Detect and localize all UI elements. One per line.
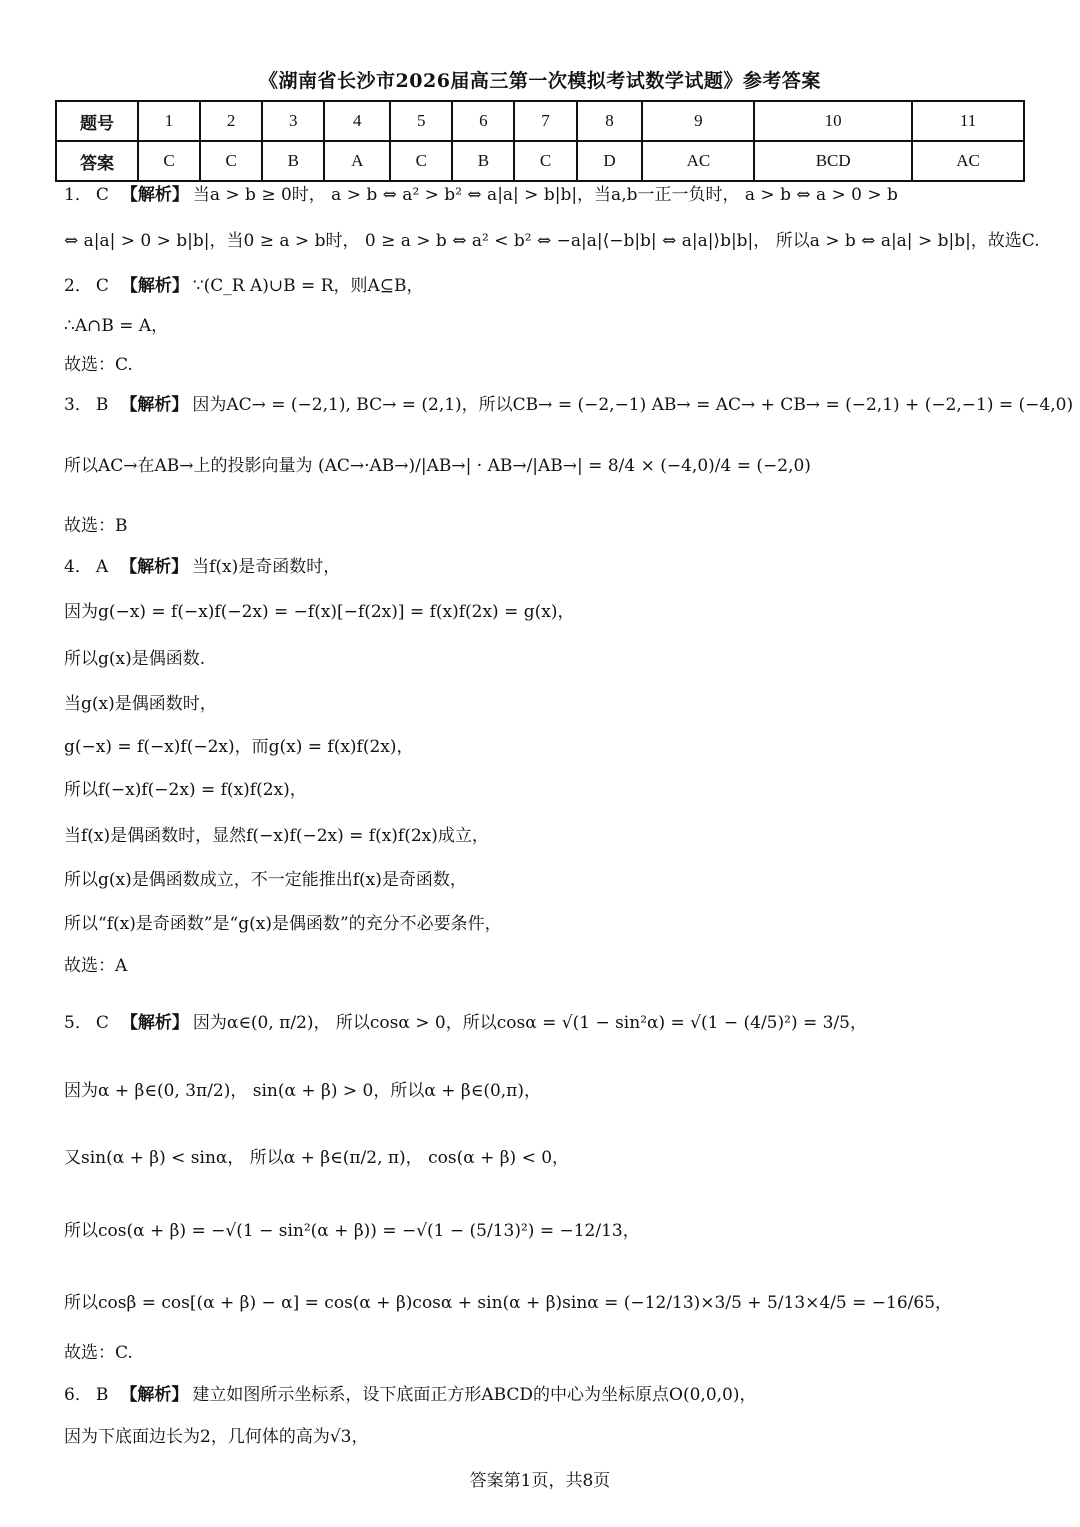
answer-table bbox=[55, 100, 1025, 182]
q6-answer: B bbox=[95, 1385, 109, 1405]
q5-line-1 bbox=[64, 1012, 1040, 1034]
q4-answer: A bbox=[95, 557, 109, 577]
answer-cell: C bbox=[200, 141, 262, 181]
q2-analysis-tag: 【解析】 bbox=[120, 276, 189, 296]
q4-line-4: 当g(x)是偶函数时， bbox=[64, 694, 217, 714]
answer-row bbox=[56, 141, 1024, 181]
q6-line-2: 因为下底面边长为2，几何体的高为√3， bbox=[64, 1427, 369, 1447]
answer-cell: AC bbox=[642, 141, 754, 181]
question-number-cell: 3 bbox=[262, 101, 324, 141]
q4-line-5: g(−x) = f(−x)f(−2x)，而g(x) = f(x)f(2x)， bbox=[64, 737, 414, 757]
q4-line-9: 所以“f(x)是奇函数”是“g(x)是偶函数”的充分不必要条件， bbox=[64, 914, 502, 934]
question-number-cell: 10 bbox=[754, 101, 912, 141]
q6-analysis-tag: 【解析】 bbox=[120, 1385, 189, 1405]
answer-cell: B bbox=[452, 141, 514, 181]
q4-line-10: 故选：A bbox=[64, 956, 128, 976]
q1-analysis-tag: 【解析】 bbox=[120, 185, 189, 205]
q4-line-8: 所以g(x)是偶函数成立，不一定能推出f(x)是奇函数， bbox=[64, 870, 467, 890]
q1-answer: C bbox=[95, 185, 109, 205]
row-header-number: 题号 bbox=[56, 101, 138, 141]
q3-analysis-tag: 【解析】 bbox=[120, 395, 189, 415]
q5-line-5: 所以cosβ = cos[(α + β) − α] = cos(α + β)cosα + sin(α + β)sinα = (−12/13)×3/5 + 5/13×4/5 = −16/65， bbox=[64, 1293, 953, 1313]
q5-number: 5． bbox=[64, 1013, 92, 1033]
q2-line-1 bbox=[64, 275, 1040, 297]
q4-line-1 bbox=[64, 556, 1040, 578]
q4-line-6: 所以f(−x)f(−2x) = f(x)f(2x)， bbox=[64, 780, 307, 800]
q1-text-2: ⇔ a|a| > 0 > b|b|，当0 ≥ a > b时， 0 ≥ a > b ⇔ a² < b² ⇔ −a|a|⟨−b|b| ⇔ a|a|⟩b|b|， 所以a > b ⇔ a|a| > b|b|，故选C. bbox=[64, 231, 1040, 251]
question-number-cell: 5 bbox=[390, 101, 452, 141]
page-footer: 答案第1页，共8页 bbox=[469, 1471, 611, 1491]
question-number-cell: 7 bbox=[514, 101, 576, 141]
answer-cell: BCD bbox=[754, 141, 912, 181]
q5-analysis-tag: 【解析】 bbox=[120, 1013, 189, 1033]
question-number-cell: 1 bbox=[138, 101, 200, 141]
q6-number: 6． bbox=[64, 1385, 92, 1405]
q4-line-3: 所以g(x)是偶函数. bbox=[64, 649, 206, 669]
q1-number: 1． bbox=[64, 185, 92, 205]
question-number-cell: 11 bbox=[912, 101, 1024, 141]
q3-number: 3． bbox=[64, 395, 92, 415]
question-number-row bbox=[56, 101, 1024, 141]
question-number-cell: 2 bbox=[200, 101, 262, 141]
q5-answer: C bbox=[95, 1013, 109, 1033]
answer-cell: AC bbox=[912, 141, 1024, 181]
q4-text-1: 当f(x)是奇函数时， bbox=[192, 557, 341, 577]
q6-line-1 bbox=[64, 1384, 1040, 1406]
q1-text-1: 当a > b ≥ 0时， a > b ⇔ a² > b² ⇔ a|a| > b|b|，当a,b一正一负时， a > b ⇔ a > 0 > b bbox=[192, 185, 898, 205]
q1-line-2 bbox=[64, 230, 1040, 252]
q3-line-1 bbox=[64, 394, 1074, 416]
answer-cell: B bbox=[262, 141, 324, 181]
q4-line-2: 因为g(−x) = f(−x)f(−2x) = −f(x)[−f(2x)] = f(x)f(2x) = g(x)， bbox=[64, 602, 575, 622]
q6-text-1: 建立如图所示坐标系，设下底面正方形ABCD的中心为坐标原点O(0,0,0)， bbox=[192, 1385, 757, 1405]
q4-analysis-tag: 【解析】 bbox=[120, 557, 189, 577]
q5-line-3: 又sin(α + β) < sinα， 所以α + β∈(π/2, π)， cos(α + β) < 0， bbox=[64, 1148, 570, 1168]
question-number-cell: 4 bbox=[324, 101, 390, 141]
q1-line-1 bbox=[64, 184, 1040, 206]
q4-line-7: 当f(x)是偶函数时，显然f(−x)f(−2x) = f(x)f(2x)成立， bbox=[64, 826, 489, 846]
q2-number: 2． bbox=[64, 276, 92, 296]
answer-cell: C bbox=[514, 141, 576, 181]
row-header-answer: 答案 bbox=[56, 141, 138, 181]
q5-text-1: 因为α∈(0, π/2)， 所以cosα > 0，所以cosα = √(1 − sin²α) = √(1 − (4/5)²) = 3/5， bbox=[192, 1013, 867, 1033]
q5-line-2: 因为α + β∈(0, 3π/2)， sin(α + β) > 0，所以α + β∈(0,π)， bbox=[64, 1081, 541, 1101]
q2-line-3: 故选：C. bbox=[64, 355, 133, 375]
q3-line-3: 故选：B bbox=[64, 516, 128, 536]
q3-answer: B bbox=[95, 395, 109, 415]
q4-number: 4． bbox=[64, 557, 92, 577]
q3-text-1: 因为AC→ = (−2,1), BC→ = (2,1)，所以CB→ = (−2,−1) AB→ = AC→ + CB→ = (−2,1) + (−2,−1) = (−4,0) bbox=[192, 395, 1074, 415]
answer-cell: D bbox=[577, 141, 643, 181]
q5-line-4: 所以cos(α + β) = −√(1 − sin²(α + β)) = −√(1 − (5/13)²) = −12/13， bbox=[64, 1221, 640, 1241]
answer-cell: A bbox=[324, 141, 390, 181]
q3-line-2: 所以AC→在AB→上的投影向量为 (AC→·AB→)/|AB→| · AB→/|AB→| = 8/4 × (−4,0)/4 = (−2,0) bbox=[64, 456, 811, 476]
answer-cell: C bbox=[138, 141, 200, 181]
question-number-cell: 8 bbox=[577, 101, 643, 141]
q5-line-6: 故选：C. bbox=[64, 1343, 133, 1363]
question-number-cell: 9 bbox=[642, 101, 754, 141]
page-title: 《湖南省长沙市2026届高三第一次模拟考试数学试题》参考答案 bbox=[259, 70, 821, 92]
q2-line-2: ∴A∩B = A， bbox=[64, 316, 169, 336]
q2-text-1: ∵(C_R A)∪B = R，则A⊆B， bbox=[192, 276, 424, 296]
answer-cell: C bbox=[390, 141, 452, 181]
question-number-cell: 6 bbox=[452, 101, 514, 141]
q2-answer: C bbox=[95, 276, 109, 296]
